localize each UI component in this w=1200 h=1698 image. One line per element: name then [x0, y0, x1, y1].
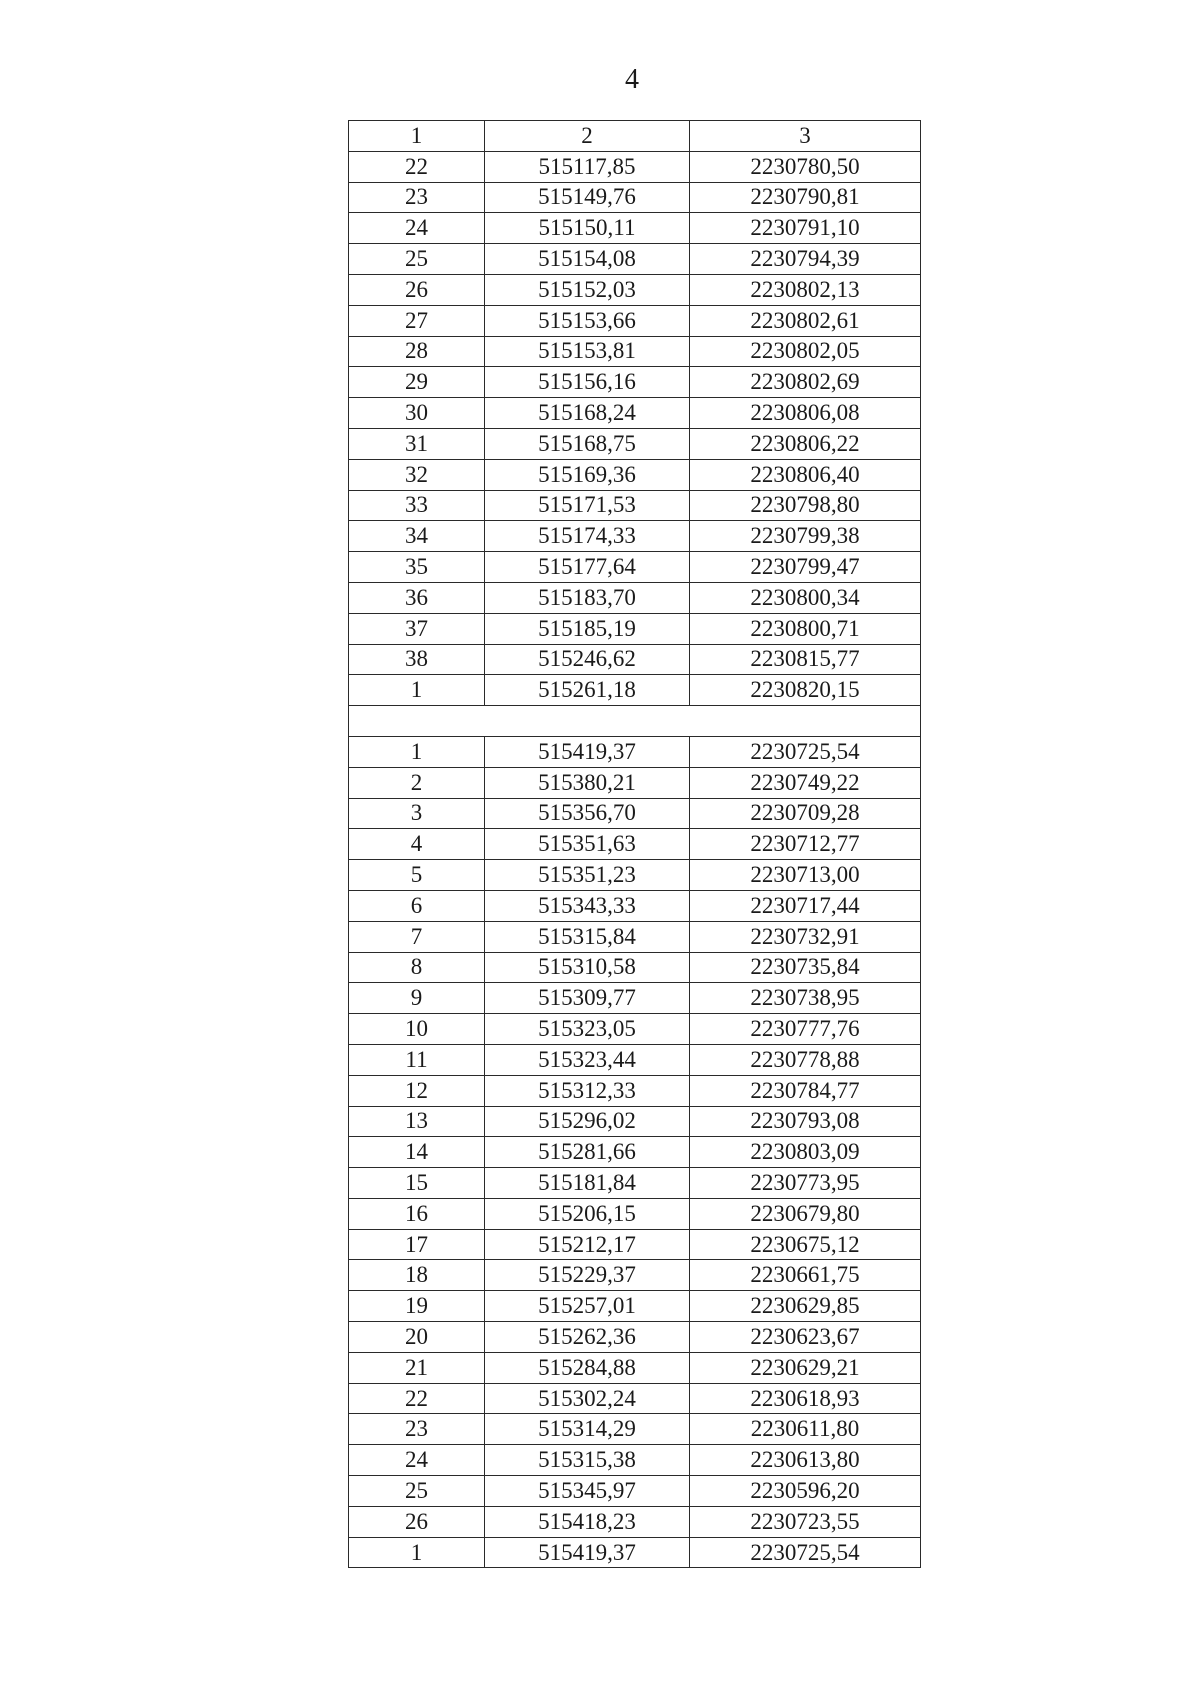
y-coordinate-cell: 2230802,69	[690, 367, 921, 398]
point-number-cell: 36	[349, 582, 485, 613]
table-row	[349, 798, 921, 829]
y-coordinate-cell: 2230679,80	[690, 1198, 921, 1229]
point-number-cell: 22	[349, 1383, 485, 1414]
x-coordinate-cell: 515284,88	[485, 1352, 690, 1383]
table-row	[349, 490, 921, 521]
section-separator-row	[349, 706, 921, 737]
point-number-cell: 12	[349, 1075, 485, 1106]
x-coordinate-cell: 515315,38	[485, 1445, 690, 1476]
x-coordinate-cell: 515206,15	[485, 1198, 690, 1229]
point-number-cell: 33	[349, 490, 485, 521]
y-coordinate-cell: 2230794,39	[690, 244, 921, 275]
point-number-cell: 9	[349, 983, 485, 1014]
point-number-cell: 32	[349, 459, 485, 490]
table-row	[349, 952, 921, 983]
point-number-cell: 27	[349, 305, 485, 336]
x-coordinate-cell: 515302,24	[485, 1383, 690, 1414]
y-coordinate-cell: 2230806,22	[690, 428, 921, 459]
point-number-cell: 23	[349, 1414, 485, 1445]
x-coordinate-cell: 515150,11	[485, 213, 690, 244]
table-row	[349, 521, 921, 552]
x-coordinate-cell: 515296,02	[485, 1106, 690, 1137]
table-row	[349, 428, 921, 459]
point-number-cell: 29	[349, 367, 485, 398]
y-coordinate-cell: 2230717,44	[690, 890, 921, 921]
point-number-cell: 2	[349, 767, 485, 798]
table-header-row	[349, 121, 921, 152]
y-coordinate-cell: 2230618,93	[690, 1383, 921, 1414]
point-number-cell: 10	[349, 1014, 485, 1045]
point-number-cell: 16	[349, 1198, 485, 1229]
x-coordinate-cell: 515181,84	[485, 1168, 690, 1199]
y-coordinate-cell: 2230800,71	[690, 613, 921, 644]
y-coordinate-cell: 2230806,08	[690, 398, 921, 429]
point-number-cell: 15	[349, 1168, 485, 1199]
point-number-cell: 19	[349, 1291, 485, 1322]
y-coordinate-cell: 2230815,77	[690, 644, 921, 675]
y-coordinate-cell: 2230732,91	[690, 921, 921, 952]
page-number: 4	[625, 64, 639, 95]
x-coordinate-cell: 515168,24	[485, 398, 690, 429]
y-coordinate-cell: 2230777,76	[690, 1014, 921, 1045]
y-coordinate-cell: 2230802,13	[690, 274, 921, 305]
point-number-cell: 13	[349, 1106, 485, 1137]
x-coordinate-cell: 515315,84	[485, 921, 690, 952]
table-row	[349, 582, 921, 613]
x-coordinate-cell: 515171,53	[485, 490, 690, 521]
y-coordinate-cell: 2230725,54	[690, 736, 921, 767]
header-cell-x: 2	[485, 121, 690, 152]
point-number-cell: 26	[349, 274, 485, 305]
table-row	[349, 367, 921, 398]
y-coordinate-cell: 2230802,05	[690, 336, 921, 367]
point-number-cell: 21	[349, 1352, 485, 1383]
x-coordinate-cell: 515229,37	[485, 1260, 690, 1291]
x-coordinate-cell: 515418,23	[485, 1506, 690, 1537]
table-row	[349, 1322, 921, 1353]
y-coordinate-cell: 2230790,81	[690, 182, 921, 213]
y-coordinate-cell: 2230773,95	[690, 1168, 921, 1199]
point-number-cell: 1	[349, 675, 485, 706]
y-coordinate-cell: 2230806,40	[690, 459, 921, 490]
point-number-cell: 24	[349, 1445, 485, 1476]
table-body	[349, 121, 921, 1568]
table-row	[349, 1506, 921, 1537]
y-coordinate-cell: 2230709,28	[690, 798, 921, 829]
point-number-cell: 25	[349, 244, 485, 275]
x-coordinate-cell: 515154,08	[485, 244, 690, 275]
x-coordinate-cell: 515156,16	[485, 367, 690, 398]
y-coordinate-cell: 2230802,61	[690, 305, 921, 336]
y-coordinate-cell: 2230623,67	[690, 1322, 921, 1353]
table-row	[349, 983, 921, 1014]
point-number-cell: 1	[349, 1537, 485, 1568]
table-row	[349, 1198, 921, 1229]
x-coordinate-cell: 515177,64	[485, 552, 690, 583]
point-number-cell: 22	[349, 151, 485, 182]
table-row	[349, 244, 921, 275]
table-row	[349, 1414, 921, 1445]
table-row	[349, 398, 921, 429]
table-row	[349, 459, 921, 490]
y-coordinate-cell: 2230793,08	[690, 1106, 921, 1137]
table-row	[349, 1168, 921, 1199]
table-row	[349, 1014, 921, 1045]
x-coordinate-cell: 515351,63	[485, 829, 690, 860]
point-number-cell: 11	[349, 1044, 485, 1075]
x-coordinate-cell: 515314,29	[485, 1414, 690, 1445]
table-row	[349, 1075, 921, 1106]
x-coordinate-cell: 515380,21	[485, 767, 690, 798]
y-coordinate-cell: 2230675,12	[690, 1229, 921, 1260]
point-number-cell: 4	[349, 829, 485, 860]
x-coordinate-cell: 515312,33	[485, 1075, 690, 1106]
table-row	[349, 1260, 921, 1291]
x-coordinate-cell: 515257,01	[485, 1291, 690, 1322]
point-number-cell: 30	[349, 398, 485, 429]
y-coordinate-cell: 2230800,34	[690, 582, 921, 613]
point-number-cell: 1	[349, 736, 485, 767]
table-row	[349, 1383, 921, 1414]
table-row	[349, 736, 921, 767]
x-coordinate-cell: 515185,19	[485, 613, 690, 644]
table-row	[349, 1229, 921, 1260]
x-coordinate-cell: 515310,58	[485, 952, 690, 983]
table-row	[349, 860, 921, 891]
point-number-cell: 25	[349, 1476, 485, 1507]
y-coordinate-cell: 2230799,38	[690, 521, 921, 552]
point-number-cell: 3	[349, 798, 485, 829]
table-row	[349, 1537, 921, 1568]
point-number-cell: 18	[349, 1260, 485, 1291]
table-row	[349, 644, 921, 675]
y-coordinate-cell: 2230749,22	[690, 767, 921, 798]
point-number-cell: 5	[349, 860, 485, 891]
table-row	[349, 921, 921, 952]
header-cell-point: 1	[349, 121, 485, 152]
y-coordinate-cell: 2230735,84	[690, 952, 921, 983]
y-coordinate-cell: 2230778,88	[690, 1044, 921, 1075]
x-coordinate-cell: 515153,81	[485, 336, 690, 367]
y-coordinate-cell: 2230784,77	[690, 1075, 921, 1106]
x-coordinate-cell: 515351,23	[485, 860, 690, 891]
y-coordinate-cell: 2230613,80	[690, 1445, 921, 1476]
x-coordinate-cell: 515117,85	[485, 151, 690, 182]
x-coordinate-cell: 515356,70	[485, 798, 690, 829]
y-coordinate-cell: 2230611,80	[690, 1414, 921, 1445]
table-row	[349, 767, 921, 798]
table-row	[349, 274, 921, 305]
x-coordinate-cell: 515183,70	[485, 582, 690, 613]
table-row	[349, 182, 921, 213]
table-row	[349, 305, 921, 336]
table-row	[349, 1291, 921, 1322]
x-coordinate-cell: 515309,77	[485, 983, 690, 1014]
x-coordinate-cell: 515153,66	[485, 305, 690, 336]
coordinates-table	[348, 120, 921, 1568]
table-row	[349, 1476, 921, 1507]
x-coordinate-cell: 515345,97	[485, 1476, 690, 1507]
point-number-cell: 14	[349, 1137, 485, 1168]
point-number-cell: 38	[349, 644, 485, 675]
table-row	[349, 336, 921, 367]
x-coordinate-cell: 515174,33	[485, 521, 690, 552]
y-coordinate-cell: 2230629,21	[690, 1352, 921, 1383]
y-coordinate-cell: 2230596,20	[690, 1476, 921, 1507]
table-row	[349, 213, 921, 244]
table-row	[349, 613, 921, 644]
y-coordinate-cell: 2230803,09	[690, 1137, 921, 1168]
x-coordinate-cell: 515152,03	[485, 274, 690, 305]
table-row	[349, 552, 921, 583]
x-coordinate-cell: 515149,76	[485, 182, 690, 213]
y-coordinate-cell: 2230713,00	[690, 860, 921, 891]
table-row	[349, 1106, 921, 1137]
point-number-cell: 24	[349, 213, 485, 244]
x-coordinate-cell: 515281,66	[485, 1137, 690, 1168]
table-row	[349, 1352, 921, 1383]
x-coordinate-cell: 515261,18	[485, 675, 690, 706]
table-row	[349, 1137, 921, 1168]
point-number-cell: 7	[349, 921, 485, 952]
section-separator-cell	[349, 706, 921, 737]
point-number-cell: 35	[349, 552, 485, 583]
point-number-cell: 37	[349, 613, 485, 644]
point-number-cell: 20	[349, 1322, 485, 1353]
x-coordinate-cell: 515262,36	[485, 1322, 690, 1353]
point-number-cell: 26	[349, 1506, 485, 1537]
point-number-cell: 23	[349, 182, 485, 213]
y-coordinate-cell: 2230723,55	[690, 1506, 921, 1537]
y-coordinate-cell: 2230661,75	[690, 1260, 921, 1291]
x-coordinate-cell: 515168,75	[485, 428, 690, 459]
x-coordinate-cell: 515343,33	[485, 890, 690, 921]
y-coordinate-cell: 2230799,47	[690, 552, 921, 583]
header-cell-y: 3	[690, 121, 921, 152]
point-number-cell: 31	[349, 428, 485, 459]
table-row	[349, 829, 921, 860]
y-coordinate-cell: 2230780,50	[690, 151, 921, 182]
x-coordinate-cell: 515212,17	[485, 1229, 690, 1260]
x-coordinate-cell: 515323,44	[485, 1044, 690, 1075]
y-coordinate-cell: 2230738,95	[690, 983, 921, 1014]
y-coordinate-cell: 2230798,80	[690, 490, 921, 521]
x-coordinate-cell: 515169,36	[485, 459, 690, 490]
x-coordinate-cell: 515246,62	[485, 644, 690, 675]
table-row	[349, 890, 921, 921]
x-coordinate-cell: 515419,37	[485, 736, 690, 767]
point-number-cell: 28	[349, 336, 485, 367]
point-number-cell: 6	[349, 890, 485, 921]
table-row	[349, 151, 921, 182]
point-number-cell: 17	[349, 1229, 485, 1260]
x-coordinate-cell: 515323,05	[485, 1014, 690, 1045]
y-coordinate-cell: 2230712,77	[690, 829, 921, 860]
y-coordinate-cell: 2230725,54	[690, 1537, 921, 1568]
y-coordinate-cell: 2230629,85	[690, 1291, 921, 1322]
y-coordinate-cell: 2230820,15	[690, 675, 921, 706]
y-coordinate-cell: 2230791,10	[690, 213, 921, 244]
point-number-cell: 34	[349, 521, 485, 552]
point-number-cell: 8	[349, 952, 485, 983]
table-row	[349, 675, 921, 706]
table-row	[349, 1044, 921, 1075]
table-row	[349, 1445, 921, 1476]
x-coordinate-cell: 515419,37	[485, 1537, 690, 1568]
